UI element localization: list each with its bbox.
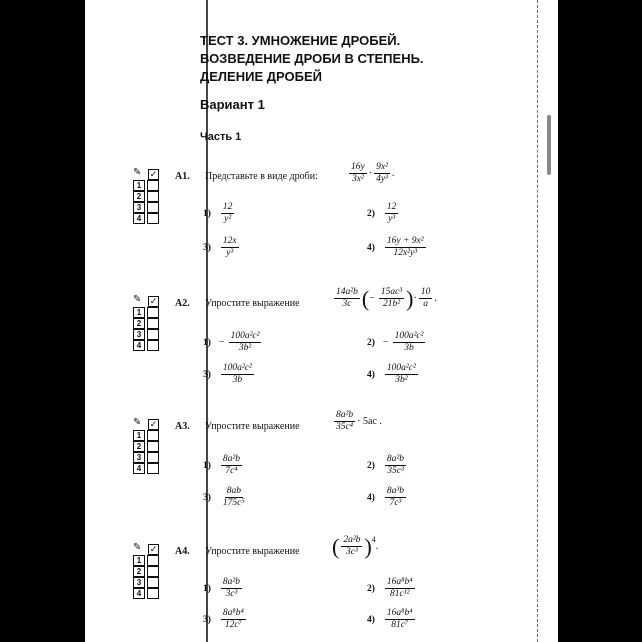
pencil-icon: ✎ [133, 542, 142, 553]
answer-number: 2 [133, 191, 145, 202]
pencil-icon: ✎ [133, 167, 142, 178]
option-3[interactable]: 3) $\frac{12x}{\text{y³}}$ [203, 236, 237, 258]
cut-line [537, 0, 538, 642]
part-heading: Часть 1 [200, 131, 242, 143]
answer-grid [133, 543, 163, 599]
answer-number: 4 [133, 213, 145, 224]
pencil-icon: ✎ [133, 294, 142, 305]
task-label: А4. [175, 546, 190, 557]
answer-number: 3 [133, 577, 145, 588]
answer-number: 1 [133, 430, 145, 441]
answer-number: 2 [133, 566, 145, 577]
task-prompt: Упростите выражение [205, 298, 300, 309]
option-4[interactable]: 4) $\frac{\text{100a²c²}}{\text{3b²}}$ [367, 363, 416, 385]
answer-number: 3 [133, 329, 145, 340]
option-4[interactable]: 4) $\frac{\text{16a⁸b⁴}}{\text{81c⁷}}$ [367, 608, 413, 630]
task-prompt: Упростите выражение [205, 546, 300, 557]
answer-box-4[interactable] [147, 213, 159, 224]
answer-box-3[interactable] [147, 452, 159, 463]
pencil-icon: ✎ [133, 417, 142, 428]
answer-number: 1 [133, 180, 145, 191]
answer-grid [133, 418, 163, 474]
task-prompt: Упростите выражение [205, 421, 300, 432]
variant-heading: Вариант 1 [200, 97, 265, 112]
checkbox-icon: ✓ [149, 296, 158, 306]
answer-box-3[interactable] [147, 577, 159, 588]
answer-box-1[interactable] [147, 555, 159, 566]
answer-box-3[interactable] [147, 329, 159, 340]
answer-box-1[interactable] [147, 180, 159, 191]
option-2[interactable]: 2) − $\frac{\text{100a²c²}}{3b}$ [367, 331, 424, 353]
answer-box-4[interactable] [147, 588, 159, 599]
answer-number: 1 [133, 555, 145, 566]
answer-number: 3 [133, 452, 145, 463]
option-1[interactable]: 1) − $\frac{\text{100a²c²}}{\text{3b²}}$ [203, 331, 260, 353]
checkbox-icon: ✓ [149, 544, 158, 554]
worksheet-page [85, 0, 558, 642]
task-label: А1. [175, 171, 190, 182]
answer-box-1[interactable] [147, 430, 159, 441]
answer-box-2[interactable] [147, 441, 159, 452]
checkbox-icon: ✓ [149, 169, 158, 179]
task-label: А2. [175, 298, 190, 309]
task-label: А3. [175, 421, 190, 432]
scrollbar-thumb[interactable] [547, 115, 551, 175]
option-1[interactable]: 1) $\frac{12}{\text{y²}}$ [203, 202, 233, 224]
answer-number: 2 [133, 318, 145, 329]
task-expression: $\frac{\text{14a²b}}{3c}$ ( − $\frac{\text{15ac³}}{\text{21b²}}$ ) · $\frac{10}{a}$ . [336, 285, 437, 311]
option-2[interactable]: 2) $\frac{12}{\text{y³}}$ [367, 202, 397, 224]
task-prompt: Представьте в виде дроби: [205, 171, 318, 182]
answer-box-2[interactable] [147, 566, 159, 577]
task-expression: ( $\frac{\text{2a²b}}{\text{3c³}}$ ) $^4$ . [332, 533, 379, 559]
answer-number: 2 [133, 441, 145, 452]
checkbox-icon: ✓ [149, 419, 158, 429]
answer-box-4[interactable] [147, 463, 159, 474]
answer-number: 3 [133, 202, 145, 213]
answer-box-4[interactable] [147, 340, 159, 351]
option-1[interactable]: 1) $\frac{\text{8a²b}}{\text{7c⁴}}$ [203, 454, 241, 476]
option-3[interactable]: 3) $\frac{8ab}{\text{175c⁵}}$ [203, 486, 245, 508]
answer-box-3[interactable] [147, 202, 159, 213]
option-2[interactable]: 2) $\frac{\text{8a²b}}{\text{35c³}}$ [367, 454, 405, 476]
title-line-3: ДЕЛЕНИЕ ДРОБЕЙ [200, 69, 322, 84]
answer-grid [133, 295, 163, 351]
option-4[interactable]: 4) $\frac{\text{8a³b}}{\text{7c³}}$ [367, 486, 405, 508]
answer-number: 1 [133, 307, 145, 318]
task-expression: $\frac{16y}{\text{3x²}}$ · $\frac{\text{9x²}}{\text{4y³}}$ . [351, 162, 395, 184]
option-3[interactable]: 3) $\frac{\text{100a²c²}}{3b}$ [203, 363, 252, 385]
answer-box-2[interactable] [147, 191, 159, 202]
answer-box-2[interactable] [147, 318, 159, 329]
option-3[interactable]: 3) $\frac{\text{8a⁸b⁴}}{\text{12c⁷}}$ [203, 608, 244, 630]
answer-box-1[interactable] [147, 307, 159, 318]
option-4[interactable]: 4) $\frac{\text{16y + 9x²}}{\text{12x²y³}}$ [367, 236, 424, 258]
option-1[interactable]: 1) $\frac{\text{8a²b}}{\text{3c³}}$ [203, 577, 241, 599]
page-title [200, 32, 500, 86]
answer-number: 4 [133, 463, 145, 474]
title-line-1: ТЕСТ 3. УМНОЖЕНИЕ ДРОБЕЙ. [200, 33, 401, 48]
answer-number: 4 [133, 588, 145, 599]
answer-number: 4 [133, 340, 145, 351]
title-line-2: ВОЗВЕДЕНИЕ ДРОБИ В СТЕПЕНЬ. [200, 51, 424, 66]
task-expression: $\frac{\text{8a²b}}{\text{35c⁴}}$ · 5ac . [336, 410, 382, 432]
option-2[interactable]: 2) $\frac{\text{16a⁸b⁴}}{\text{81c¹²}}$ [367, 577, 413, 599]
answer-grid [133, 168, 163, 224]
